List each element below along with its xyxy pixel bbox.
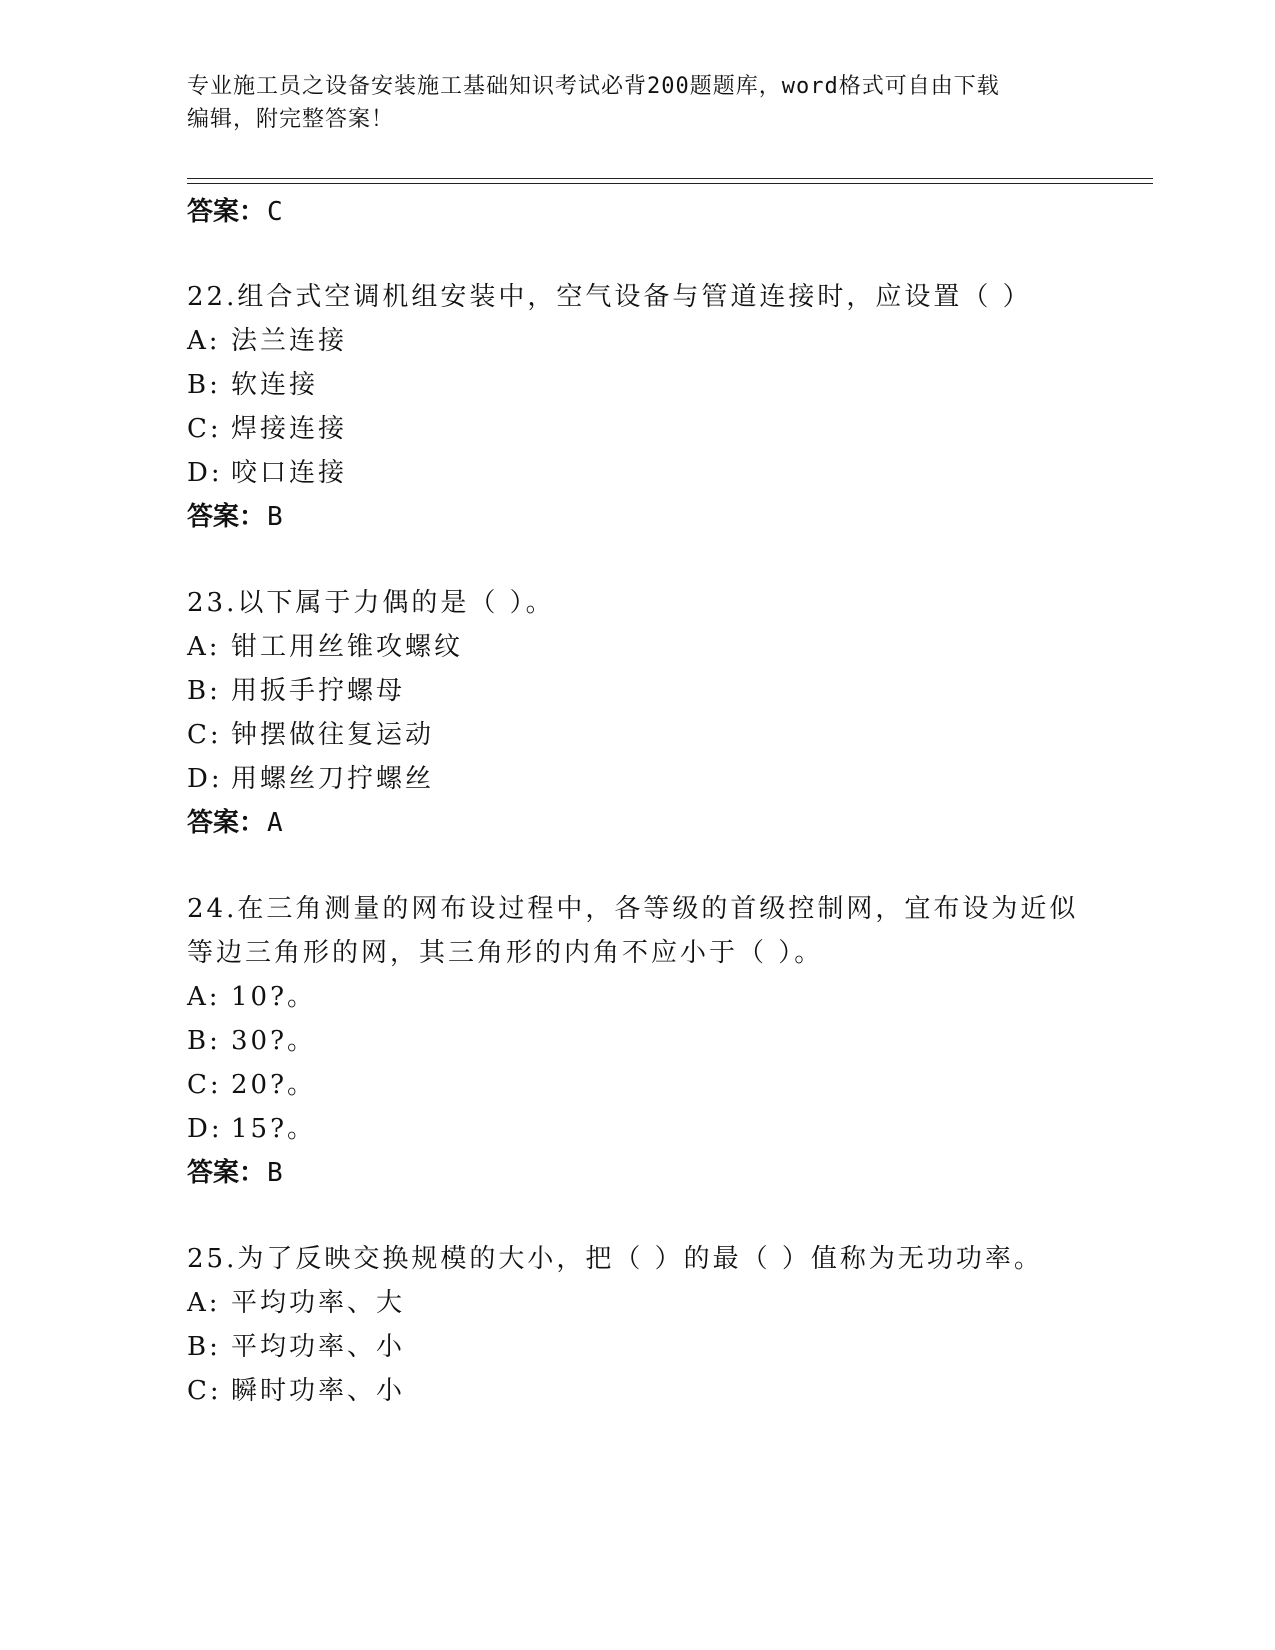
option-key: B: — [187, 370, 221, 400]
option-text: 10?。 — [231, 982, 317, 1012]
option-text: 平均功率、小 — [231, 1332, 406, 1362]
option-text: 焊接连接 — [231, 414, 348, 444]
option-d — [187, 1108, 316, 1145]
page-header — [187, 70, 1087, 136]
answer-value: C — [267, 197, 283, 227]
option-text: 咬口连接 — [231, 458, 348, 488]
option-c — [187, 408, 347, 445]
option-text: 法兰连接 — [231, 326, 348, 356]
answer-label: 答案： — [187, 502, 266, 532]
option-key: B: — [187, 1026, 221, 1056]
option-b — [187, 1326, 405, 1363]
header-title-line-1: 专业施工员之设备安装施工基础知识考试必背200题题库，word格式可自由下载 — [187, 74, 1000, 99]
answer-label: 答案： — [187, 197, 266, 227]
option-key: D: — [187, 458, 223, 488]
option-c — [187, 1064, 316, 1101]
option-text: 15?。 — [231, 1114, 317, 1144]
answer-line — [187, 496, 283, 533]
option-b — [187, 1020, 316, 1057]
option-key: D: — [187, 764, 223, 794]
header-title-line-2: 编辑，附完整答案！ — [187, 107, 395, 132]
header-rule-top — [187, 178, 1153, 179]
option-text: 20?。 — [231, 1070, 317, 1100]
option-key: D: — [187, 1114, 223, 1144]
option-text: 钟摆做往复运动 — [231, 720, 435, 750]
option-key: B: — [187, 1332, 221, 1362]
option-text: 平均功率、大 — [231, 1288, 406, 1318]
option-text: 瞬时功率、小 — [231, 1376, 406, 1406]
option-key: A: — [187, 632, 221, 662]
question-stem-line-2: 等边三角形的网，其三角形的内角不应小于（ ）。 — [187, 938, 824, 968]
option-key: C: — [187, 1376, 222, 1406]
answer-value: A — [267, 808, 283, 838]
option-a — [187, 626, 463, 663]
question-stem-line-1: 24.在三角测量的网布设过程中，各等级的首级控制网，宜布设为近似 — [187, 894, 1079, 924]
option-key: C: — [187, 1070, 222, 1100]
answer-label: 答案： — [187, 1158, 266, 1188]
option-text: 30?。 — [231, 1026, 317, 1056]
option-key: A: — [187, 1288, 221, 1318]
option-key: B: — [187, 676, 221, 706]
option-b — [187, 670, 405, 707]
option-c — [187, 1370, 405, 1407]
option-b — [187, 364, 318, 401]
option-d — [187, 758, 434, 795]
option-a — [187, 976, 316, 1013]
option-key: A: — [187, 982, 221, 1012]
question-stem: 25.为了反映交换规模的大小，把（ ）的最（ ）值称为无功功率。 — [187, 1244, 1043, 1274]
option-key: C: — [187, 720, 222, 750]
option-text: 软连接 — [231, 370, 319, 400]
answer-line — [187, 191, 283, 228]
option-text: 用螺丝刀拧螺丝 — [231, 764, 435, 794]
header-rule-bottom — [187, 183, 1153, 184]
option-a — [187, 1282, 405, 1319]
option-c — [187, 714, 434, 751]
answer-value: B — [267, 502, 283, 532]
option-key: A: — [187, 326, 221, 356]
option-a — [187, 320, 347, 357]
answer-label: 答案： — [187, 808, 266, 838]
option-text: 钳工用丝锥攻螺纹 — [231, 632, 464, 662]
answer-line — [187, 1152, 283, 1189]
option-d — [187, 452, 347, 489]
answer-value: B — [267, 1158, 283, 1188]
option-key: C: — [187, 414, 222, 444]
question-stem: 23.以下属于力偶的是（ ）。 — [187, 588, 555, 618]
question-stem: 22.组合式空调机组安装中，空气设备与管道连接时，应设置（ ） — [187, 282, 1032, 312]
answer-line — [187, 802, 283, 839]
option-text: 用扳手拧螺母 — [231, 676, 406, 706]
